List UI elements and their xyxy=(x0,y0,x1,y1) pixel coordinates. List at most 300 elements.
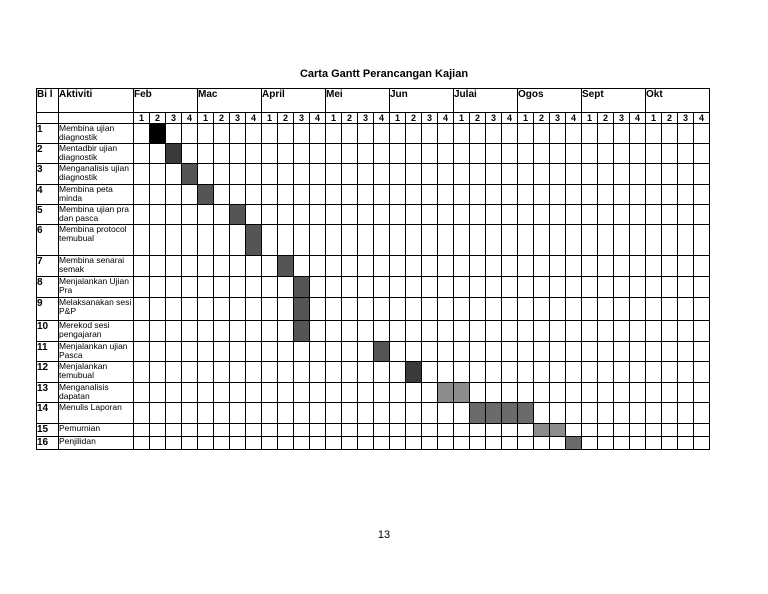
gantt-cell xyxy=(358,403,374,424)
gantt-cell xyxy=(374,164,390,185)
gantt-cell xyxy=(246,124,262,144)
gantt-cell xyxy=(630,321,646,342)
gantt-cell xyxy=(422,383,438,403)
row-number: 15 xyxy=(37,424,59,437)
gantt-cell xyxy=(390,342,406,362)
table-row xyxy=(37,225,710,256)
gantt-cell xyxy=(534,362,550,383)
gantt-cell xyxy=(214,277,230,298)
gantt-cell xyxy=(550,144,566,164)
gantt-cell xyxy=(294,124,310,144)
activity-name: Mentadbir ujian diagnostik xyxy=(59,144,134,164)
gantt-cell xyxy=(230,144,246,164)
gantt-cell xyxy=(294,185,310,205)
gantt-cell xyxy=(326,321,342,342)
gantt-cell xyxy=(198,362,214,383)
gantt-cell xyxy=(662,124,678,144)
gantt-cell xyxy=(230,256,246,277)
gantt-cell xyxy=(662,256,678,277)
gantt-cell xyxy=(358,185,374,205)
gantt-bar-cell xyxy=(438,383,454,403)
activity-name: Menganalisis dapatan xyxy=(59,383,134,403)
gantt-cell xyxy=(646,277,662,298)
gantt-cell xyxy=(134,164,150,185)
gantt-cell xyxy=(470,164,486,185)
gantt-cell xyxy=(582,256,598,277)
gantt-cell xyxy=(678,256,694,277)
gantt-cell xyxy=(358,321,374,342)
gantt-cell xyxy=(230,185,246,205)
gantt-bar-cell xyxy=(470,403,486,424)
gantt-cell xyxy=(614,144,630,164)
gantt-cell xyxy=(598,225,614,256)
gantt-cell xyxy=(310,424,326,437)
gantt-cell xyxy=(134,362,150,383)
gantt-cell xyxy=(486,437,502,450)
gantt-cell xyxy=(598,342,614,362)
gantt-cell xyxy=(566,342,582,362)
gantt-cell xyxy=(262,256,278,277)
gantt-cell xyxy=(486,185,502,205)
week-label: 2 xyxy=(278,113,294,124)
gantt-cell xyxy=(134,205,150,225)
gantt-cell xyxy=(390,205,406,225)
week-label: 3 xyxy=(294,113,310,124)
gantt-cell xyxy=(438,164,454,185)
gantt-cell xyxy=(342,124,358,144)
gantt-cell xyxy=(310,185,326,205)
gantt-cell xyxy=(230,164,246,185)
gantt-cell xyxy=(374,205,390,225)
row-number: 14 xyxy=(37,403,59,424)
gantt-cell xyxy=(502,321,518,342)
gantt-cell xyxy=(230,342,246,362)
gantt-cell xyxy=(406,424,422,437)
gantt-cell xyxy=(694,185,710,205)
gantt-cell xyxy=(694,298,710,321)
gantt-cell xyxy=(678,185,694,205)
gantt-cell xyxy=(502,362,518,383)
gantt-cell xyxy=(278,185,294,205)
gantt-cell xyxy=(166,403,182,424)
gantt-cell xyxy=(582,403,598,424)
gantt-cell xyxy=(534,225,550,256)
gantt-cell xyxy=(342,256,358,277)
gantt-cell xyxy=(358,164,374,185)
gantt-cell xyxy=(390,424,406,437)
gantt-cell xyxy=(182,424,198,437)
gantt-cell xyxy=(662,144,678,164)
gantt-cell xyxy=(390,277,406,298)
activity-name: Menganalisis ujian diagnostik xyxy=(59,164,134,185)
gantt-cell xyxy=(646,205,662,225)
gantt-cell xyxy=(470,124,486,144)
gantt-cell xyxy=(406,383,422,403)
gantt-cell xyxy=(342,424,358,437)
gantt-cell xyxy=(182,403,198,424)
gantt-cell xyxy=(662,277,678,298)
gantt-cell xyxy=(166,362,182,383)
gantt-cell xyxy=(166,383,182,403)
activity-name: Membina ujian pra dan pasca xyxy=(59,205,134,225)
gantt-cell xyxy=(422,164,438,185)
gantt-bar-cell xyxy=(406,362,422,383)
gantt-cell xyxy=(582,298,598,321)
gantt-cell xyxy=(502,144,518,164)
gantt-cell xyxy=(566,298,582,321)
gantt-cell xyxy=(694,277,710,298)
gantt-cell xyxy=(630,144,646,164)
gantt-cell xyxy=(390,225,406,256)
week-label: 1 xyxy=(262,113,278,124)
gantt-cell xyxy=(486,383,502,403)
gantt-cell xyxy=(598,321,614,342)
gantt-cell xyxy=(438,321,454,342)
gantt-cell xyxy=(358,144,374,164)
gantt-cell xyxy=(438,342,454,362)
gantt-cell xyxy=(646,164,662,185)
gantt-cell xyxy=(150,164,166,185)
gantt-cell xyxy=(406,124,422,144)
gantt-cell xyxy=(278,362,294,383)
gantt-cell xyxy=(694,437,710,450)
gantt-cell xyxy=(662,298,678,321)
gantt-cell xyxy=(198,225,214,256)
gantt-cell xyxy=(182,277,198,298)
gantt-cell xyxy=(166,321,182,342)
gantt-cell xyxy=(278,164,294,185)
gantt-cell xyxy=(326,277,342,298)
gantt-cell xyxy=(454,277,470,298)
gantt-cell xyxy=(502,383,518,403)
gantt-cell xyxy=(342,362,358,383)
gantt-cell xyxy=(630,424,646,437)
week-label: 1 xyxy=(518,113,534,124)
week-label: 3 xyxy=(550,113,566,124)
gantt-cell xyxy=(342,298,358,321)
row-number: 3 xyxy=(37,164,59,185)
week-label: 3 xyxy=(422,113,438,124)
gantt-cell xyxy=(326,383,342,403)
gantt-cell xyxy=(342,164,358,185)
gantt-cell xyxy=(614,383,630,403)
gantt-cell xyxy=(518,321,534,342)
gantt-cell xyxy=(246,298,262,321)
gantt-cell xyxy=(262,437,278,450)
gantt-cell xyxy=(470,225,486,256)
gantt-cell xyxy=(390,321,406,342)
gantt-bar-cell xyxy=(518,403,534,424)
week-label: 1 xyxy=(134,113,150,124)
month-header-jun: Jun xyxy=(390,89,454,113)
week-label: 1 xyxy=(198,113,214,124)
gantt-cell xyxy=(518,342,534,362)
gantt-cell xyxy=(166,424,182,437)
gantt-cell xyxy=(582,321,598,342)
gantt-cell xyxy=(182,205,198,225)
gantt-cell xyxy=(582,362,598,383)
gantt-cell xyxy=(534,205,550,225)
gantt-bar-cell xyxy=(294,321,310,342)
gantt-cell xyxy=(326,205,342,225)
gantt-cell xyxy=(182,383,198,403)
gantt-cell xyxy=(486,225,502,256)
gantt-cell xyxy=(214,164,230,185)
gantt-cell xyxy=(566,124,582,144)
gantt-cell xyxy=(374,124,390,144)
gantt-cell xyxy=(470,144,486,164)
gantt-cell xyxy=(486,277,502,298)
gantt-cell xyxy=(438,424,454,437)
week-label: 3 xyxy=(166,113,182,124)
gantt-cell xyxy=(150,256,166,277)
gantt-cell xyxy=(422,437,438,450)
gantt-cell xyxy=(214,144,230,164)
gantt-cell xyxy=(486,144,502,164)
gantt-cell xyxy=(246,383,262,403)
gantt-cell xyxy=(198,205,214,225)
gantt-cell xyxy=(534,185,550,205)
gantt-cell xyxy=(614,362,630,383)
gantt-cell xyxy=(662,403,678,424)
gantt-cell xyxy=(534,144,550,164)
gantt-cell xyxy=(374,144,390,164)
gantt-cell xyxy=(694,403,710,424)
gantt-cell xyxy=(582,185,598,205)
gantt-cell xyxy=(134,225,150,256)
month-header-okt: Okt xyxy=(646,89,710,113)
gantt-cell xyxy=(342,225,358,256)
gantt-cell xyxy=(534,298,550,321)
gantt-cell xyxy=(678,298,694,321)
table-row xyxy=(37,205,710,225)
gantt-cell xyxy=(582,437,598,450)
gantt-cell xyxy=(134,256,150,277)
month-header-ogos: Ogos xyxy=(518,89,582,113)
gantt-cell xyxy=(374,403,390,424)
gantt-cell xyxy=(230,277,246,298)
row-number: 13 xyxy=(37,383,59,403)
gantt-cell xyxy=(214,124,230,144)
gantt-cell xyxy=(262,205,278,225)
gantt-cell xyxy=(150,424,166,437)
gantt-cell xyxy=(566,362,582,383)
gantt-cell xyxy=(342,342,358,362)
gantt-cell xyxy=(326,256,342,277)
gantt-cell xyxy=(646,424,662,437)
gantt-cell xyxy=(310,144,326,164)
gantt-cell xyxy=(422,403,438,424)
gantt-cell xyxy=(582,124,598,144)
gantt-cell xyxy=(550,362,566,383)
gantt-cell xyxy=(246,164,262,185)
row-number: 5 xyxy=(37,205,59,225)
gantt-cell xyxy=(422,298,438,321)
gantt-cell xyxy=(454,185,470,205)
gantt-cell xyxy=(358,256,374,277)
gantt-cell xyxy=(646,256,662,277)
week-label: 3 xyxy=(614,113,630,124)
gantt-cell xyxy=(566,383,582,403)
gantt-cell xyxy=(438,205,454,225)
gantt-cell xyxy=(518,362,534,383)
gantt-cell xyxy=(662,362,678,383)
gantt-cell xyxy=(214,342,230,362)
gantt-cell xyxy=(326,164,342,185)
gantt-cell xyxy=(582,383,598,403)
gantt-cell xyxy=(614,298,630,321)
gantt-cell xyxy=(294,256,310,277)
activity-name: Penjilidan xyxy=(59,437,134,450)
gantt-cell xyxy=(534,277,550,298)
gantt-cell xyxy=(278,205,294,225)
gantt-cell xyxy=(358,342,374,362)
week-label: 4 xyxy=(566,113,582,124)
gantt-cell xyxy=(662,205,678,225)
gantt-cell xyxy=(630,256,646,277)
gantt-cell xyxy=(550,124,566,144)
gantt-cell xyxy=(630,298,646,321)
gantt-cell xyxy=(214,298,230,321)
activity-name: Membina peta minda xyxy=(59,185,134,205)
gantt-cell xyxy=(454,321,470,342)
row-number: 7 xyxy=(37,256,59,277)
gantt-cell xyxy=(486,256,502,277)
gantt-cell xyxy=(550,256,566,277)
gantt-cell xyxy=(134,403,150,424)
gantt-cell xyxy=(278,383,294,403)
gantt-cell xyxy=(582,277,598,298)
gantt-cell xyxy=(278,403,294,424)
gantt-cell xyxy=(486,321,502,342)
gantt-cell xyxy=(294,144,310,164)
gantt-cell xyxy=(518,124,534,144)
gantt-cell xyxy=(294,383,310,403)
row-number: 11 xyxy=(37,342,59,362)
gantt-cell xyxy=(598,277,614,298)
gantt-bar-cell xyxy=(294,298,310,321)
gantt-cell xyxy=(198,437,214,450)
week-label: 2 xyxy=(534,113,550,124)
gantt-cell xyxy=(470,185,486,205)
gantt-cell xyxy=(486,342,502,362)
gantt-cell xyxy=(246,424,262,437)
gantt-cell xyxy=(166,437,182,450)
blank-cell xyxy=(59,113,134,124)
gantt-cell xyxy=(598,205,614,225)
gantt-cell xyxy=(262,298,278,321)
gantt-cell xyxy=(438,298,454,321)
gantt-cell xyxy=(422,124,438,144)
gantt-cell xyxy=(310,256,326,277)
month-header-mac: Mac xyxy=(198,89,262,113)
gantt-cell xyxy=(662,424,678,437)
chart-title: Carta Gantt Perancangan Kajian xyxy=(299,68,469,80)
gantt-cell xyxy=(438,277,454,298)
gantt-cell xyxy=(198,124,214,144)
gantt-cell xyxy=(134,321,150,342)
gantt-cell xyxy=(502,185,518,205)
gantt-cell xyxy=(614,256,630,277)
gantt-cell xyxy=(678,164,694,185)
gantt-bar-cell xyxy=(166,144,182,164)
gantt-cell xyxy=(358,383,374,403)
gantt-cell xyxy=(246,277,262,298)
blank-cell xyxy=(37,113,59,124)
gantt-cell xyxy=(278,298,294,321)
gantt-cell xyxy=(374,277,390,298)
gantt-cell xyxy=(198,298,214,321)
gantt-cell xyxy=(550,225,566,256)
row-number: 6 xyxy=(37,225,59,256)
gantt-cell xyxy=(374,424,390,437)
gantt-cell xyxy=(502,256,518,277)
gantt-cell xyxy=(198,342,214,362)
gantt-cell xyxy=(614,225,630,256)
gantt-cell xyxy=(310,164,326,185)
gantt-cell xyxy=(406,403,422,424)
gantt-cell xyxy=(262,164,278,185)
gantt-cell xyxy=(454,144,470,164)
gantt-cell xyxy=(246,437,262,450)
week-label: 3 xyxy=(486,113,502,124)
gantt-cell xyxy=(486,205,502,225)
gantt-cell xyxy=(198,383,214,403)
gantt-cell xyxy=(598,164,614,185)
gantt-cell xyxy=(150,225,166,256)
gantt-cell xyxy=(374,362,390,383)
gantt-cell xyxy=(262,362,278,383)
gantt-cell xyxy=(342,403,358,424)
gantt-cell xyxy=(262,124,278,144)
activity-name: Menulis Laporan xyxy=(59,403,134,424)
gantt-bar-cell xyxy=(374,342,390,362)
gantt-cell xyxy=(294,225,310,256)
gantt-cell xyxy=(134,298,150,321)
gantt-cell xyxy=(598,185,614,205)
gantt-cell xyxy=(566,321,582,342)
gantt-cell xyxy=(630,362,646,383)
page-number: 13 xyxy=(377,529,391,541)
gantt-cell xyxy=(166,225,182,256)
activity-name: Melaksanakan sesi P&P xyxy=(59,298,134,321)
gantt-cell xyxy=(678,403,694,424)
gantt-cell xyxy=(342,205,358,225)
gantt-cell xyxy=(406,437,422,450)
gantt-cell xyxy=(278,437,294,450)
gantt-cell xyxy=(182,144,198,164)
gantt-cell xyxy=(166,164,182,185)
gantt-cell xyxy=(646,185,662,205)
gantt-cell xyxy=(214,256,230,277)
gantt-cell xyxy=(470,205,486,225)
gantt-cell xyxy=(182,256,198,277)
gantt-cell xyxy=(294,424,310,437)
gantt-cell xyxy=(678,144,694,164)
month-header-julai: Julai xyxy=(454,89,518,113)
gantt-cell xyxy=(166,342,182,362)
gantt-cell xyxy=(662,185,678,205)
gantt-cell xyxy=(438,185,454,205)
gantt-cell xyxy=(262,277,278,298)
gantt-cell xyxy=(150,437,166,450)
table-row xyxy=(37,185,710,205)
gantt-cell xyxy=(390,362,406,383)
gantt-cell xyxy=(342,277,358,298)
table-row xyxy=(37,403,710,424)
gantt-cell xyxy=(246,362,262,383)
gantt-cell xyxy=(534,164,550,185)
